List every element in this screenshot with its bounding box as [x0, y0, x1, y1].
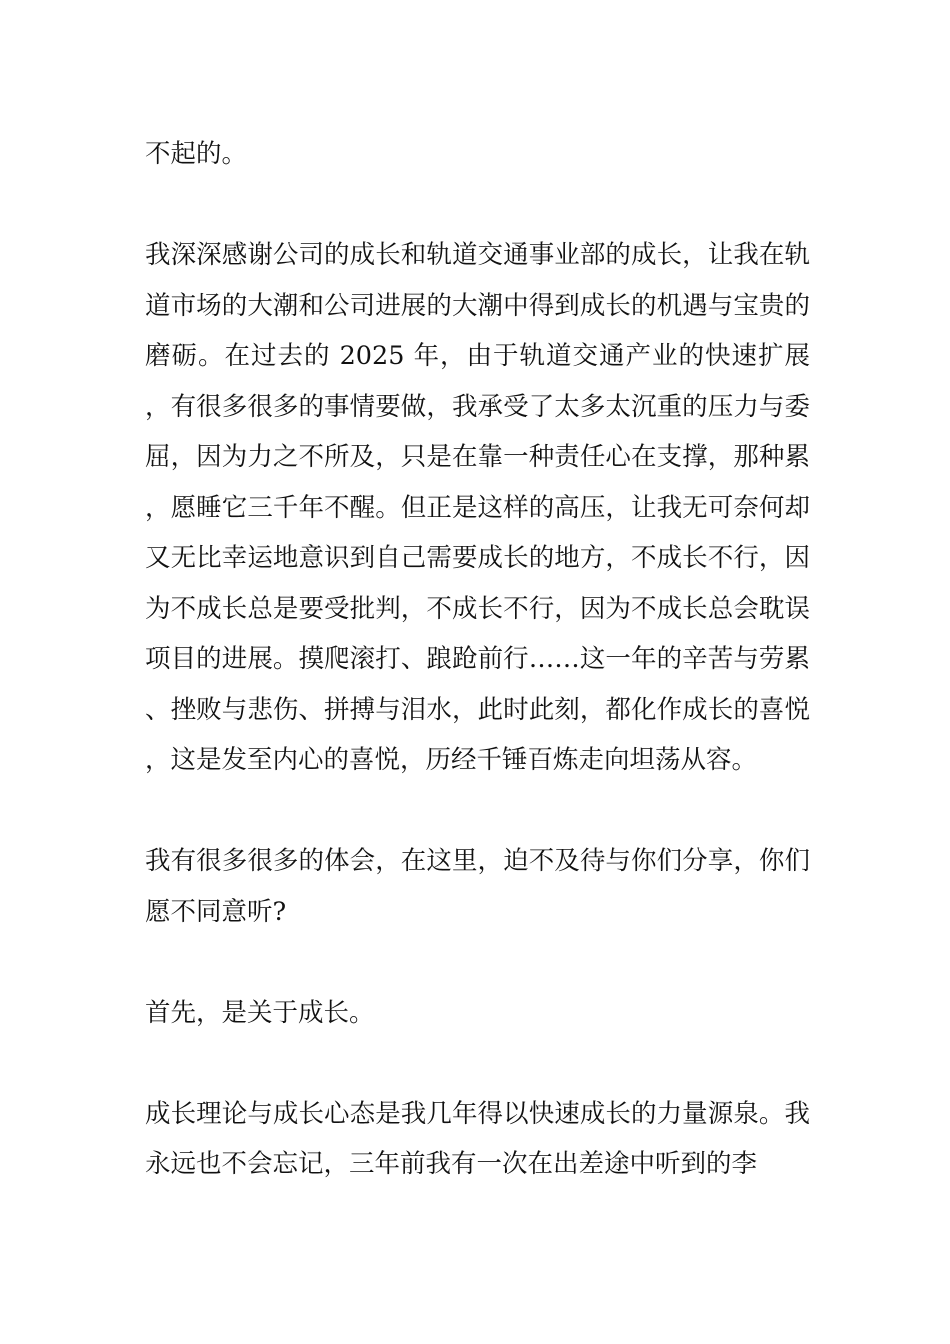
paragraph-5: 成长理论与成长心态是我几年得以快速成长的力量源泉。我永远也不会忘记，三年前我有一次在出差途中听到的李 — [145, 1098, 810, 1179]
paragraph-3: 我有很多很多的体会，在这里，迫不及待与你们分享，你们愿不同意听? — [145, 846, 810, 927]
paragraph-1: 不起的。 — [145, 139, 248, 169]
paragraph-2: 我深深感谢公司的成长和轨道交通事业部的成长，让我在轨道市场的大潮和公司进展的大潮中得到成长的机遇与宝贵的磨砺。在过去的 2025 年，由于轨道交通产业的快速扩展，有很多很多的事情要做，我承受了太多太沉重的压力与委屈，因为力之不所及，只是在靠一种责任心在支撑，那种累，愿睡它三千年不醒。但正是这样的高压，让我无可奈何却又无比幸运地意识到自己需要成长的地方，不成长不行，因为不成长总是要受批判，不成长不行，因为不成长总会耽误项目的进展。摸爬滚打、踉跄前行……这一年的辛苦与劳累、挫败与悲伤、拼搏与泪水，此时此刻，都化作成长的喜悦，这是发至内心的喜悦，历经千锤百炼走向坦荡从容。 — [145, 240, 810, 775]
paragraph-4: 首先，是关于成长。 — [145, 997, 375, 1028]
document-body — [145, 129, 810, 1240]
